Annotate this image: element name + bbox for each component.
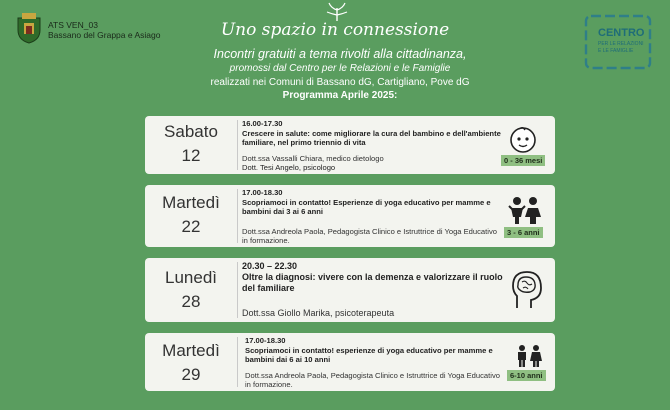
event-card [145,258,555,322]
event-weekday: Sabato [164,122,218,141]
event-speaker: Dott.ssa Giollo Marika, psicoterapeuta [242,308,395,318]
event-speaker: Dott.ssa Andreola Paola, Pedagogista Clinico e Istruttrice di Yoga Educativo in formazione. [242,226,497,246]
divider [237,120,238,170]
event-weekday: Martedì [162,341,220,360]
event-day: 29 [181,365,201,384]
event-info [242,188,504,246]
divider [237,189,238,243]
centro-logo-line-1: CENTRO [598,27,645,39]
header [0,0,670,112]
boy-girl-icon [515,344,543,373]
event-speaker: Dott.ssa Andreola Paola, Pedagogista Clinico e Istruttrice di Yoga Educativo in formazione. [245,370,500,390]
age-badge: 6-10 anni [507,370,546,381]
event-topic: Oltre la diagnosi: vivere con la demenza e valorizzare il ruolo del familiare [242,272,503,293]
sprig-icon [323,2,351,22]
centro-logo-line-2: PER LE RELAZIONI [598,41,644,47]
subtitle-block [160,46,520,102]
subtitle-line-1: Incontri gratuiti a tema rivolti alla cittadinanza, [213,47,467,61]
event-time: 20.30 – 22.30 [242,261,298,271]
centro-logo-line-3: E LE FAMIGLIE [598,48,634,54]
ats-area: Bassano del Grappa e Asiago [48,30,161,40]
brain-head-icon [509,268,545,315]
event-date [145,339,237,387]
divider [237,262,238,318]
event-time: 17.00-18.30 [245,336,286,345]
ats-name: ATS VEN_03 [48,20,98,30]
event-date [145,266,237,314]
event-time: 16.00-17.30 [242,119,283,128]
event-day: 28 [181,292,201,311]
event-speaker: Dott. Tesi Angelo, psicologo [242,163,336,173]
event-topic: Crescere in salute: come migliorare la cura del bambino e dell'ambiente familiare, nel primo triennio di vita [242,128,501,148]
page-title: Uno spazio in connessione [220,20,450,40]
event-day: 12 [181,146,201,165]
event-topic: Scopriamoci in contatto! esperienze di yoga educativo per mamme e bambini dai 6 ai 10 anni [245,345,493,365]
event-speaker: Dott.ssa Vassalli Chiara, medico dietologo [242,153,384,163]
age-badge: 0 - 36 mesi [501,155,545,166]
centro-logo [584,14,652,70]
divider [237,337,238,387]
programme-label: Programma Aprile 2025: [282,90,398,101]
event-card [145,333,555,391]
event-topic: Scopriamoci in contatto! Esperienze di yoga educativo per mamme e bambini dai 3 ai 6 anni [242,197,491,217]
event-day: 22 [181,217,201,236]
event-card [145,185,555,247]
event-card [145,116,555,174]
event-info [245,336,507,390]
event-info [242,119,504,173]
event-date [145,191,237,239]
age-badge: 3 - 6 anni [504,227,543,238]
subtitle-line-2: promossi dal Centro per le Relazioni e le Famiglie [229,63,451,74]
event-date [145,120,237,168]
event-time: 17.00-18.30 [242,188,283,197]
event-weekday: Lunedì [165,268,217,287]
event-weekday: Martedì [162,193,220,212]
subtitle-line-3: realizzati nei Comuni di Bassano dG, Cartigliano, Pove dG [210,77,470,88]
children-icon [507,195,543,230]
event-info [242,261,504,319]
